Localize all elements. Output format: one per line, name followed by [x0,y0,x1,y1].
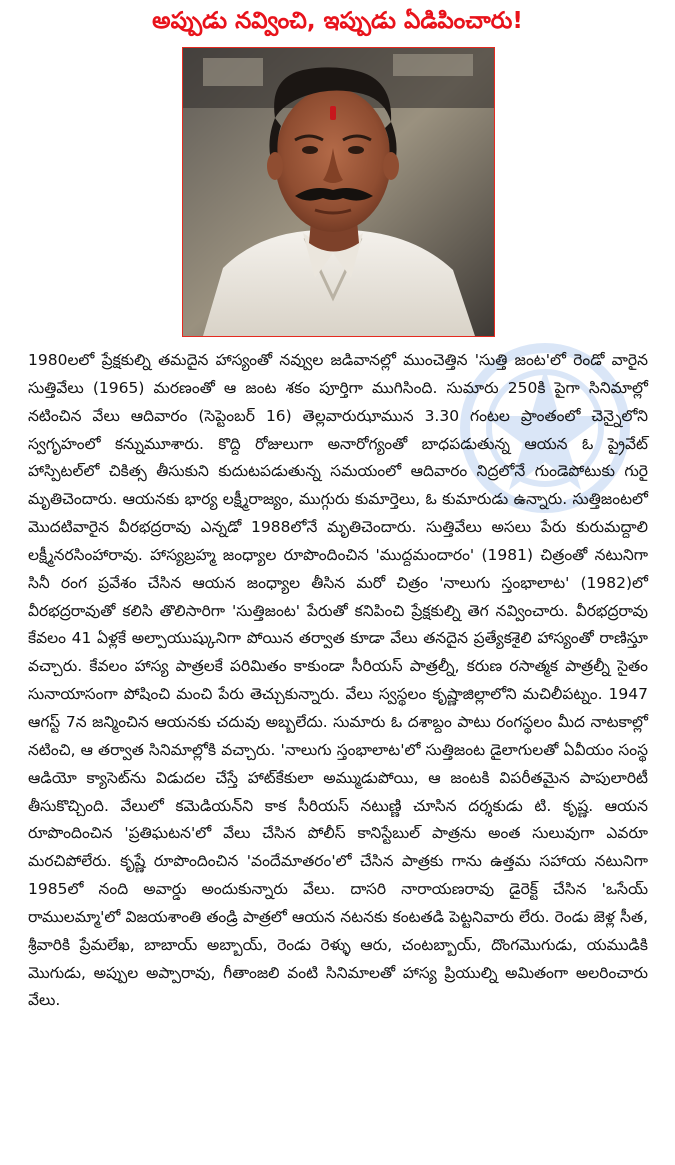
portrait-photo [182,47,495,337]
headline: అప్పుడు నవ్వించి, ఇప్పుడు ఏడిపించారు! [152,8,523,34]
article-body: 1980లలో ప్రేక్షకుల్ని తమదైన హాస్యంతో నవ్వుల జడివానల్లో ముంచెత్తిన 'సుత్తి జంట'లో రెండో వారైన సుత్తివేలు (1965) మరణంతో ఆ జంట శకం పూర్తిగా ముగిసింది. సుమారు 250కి పైగా సినిమాల్లో నటించిన వేలు ఆదివారం (సెప్టెంబర్ 16) తెల్లవారుఝామున 3.30 గంటల ప్రాంతంలో చెన్నైలోని స్వగృహంలో కన్నుమూశారు. కొద్ది రోజులుగా అనారోగ్యంతో బాధపడుతున్న ఆయన ఓ ప్రైవేట్ హాస్పిటల్‌లో చికిత్స తీసుకుని కుదుటపడుతున్న సమయంలో ఆదివారం నిద్రలోనే గుండెపోటుకు గురై మృతిచెందారు. ఆయనకు భార్య లక్ష్మీరాజ్యం, ముగ్గురు కుమార్తెలు, ఓ కుమారుడు ఉన్నారు. సుత్తిజంటలో మొదటివారైన వీరభద్రరావు ఎన్నడో 1988లోనే మృతిచెందారు. సుత్తివేలు అసలు పేరు కురుమద్దాలి లక్ష్మీనరసింహారావు. హాస్యబ్రహ్మ జంధ్యాల రూపొందించిన 'ముద్దమందారం' (1981) చిత్రంతో నటునిగా సినీ రంగ ప్రవేశం చేసిన ఆయన జంధ్యాల తీసిన మరో చిత్రం 'నాలుగు స్తంభాలాట' (1982)లో వీరభద్రరావుతో కలిసి తొలిసారిగా 'సుత్తిజంట' పేరుతో కనిపించి ప్రేక్షకుల్ని తెగ నవ్వించారు. వీరభద్రరావు కేవలం 41 ఏళ్లకే అల్పాయుష్కునిగా పోయిన తర్వాత కూడా వేలు తనదైన ప్రత్యేకశైలి హాస్యంతో రాణిస్తూ వచ్చారు. కేవలం హాస్య పాత్రలకే పరిమితం కాకుండా సీరియస్ పాత్రల్నీ, కరుణ రసాత్మక పాత్రల్నీ సైతం సునాయాసంగా పోషించి మంచి పేరు తెచ్చుకున్నారు. వేలు స్వస్థలం కృష్ణాజిల్లాలోని మచిలీపట్నం. 1947 ఆగస్ట్ 7న జన్మించిన ఆయనకు చదువు అబ్బలేదు. సుమారు ఓ దశాబ్దం పాటు రంగస్థలం మీద నాటకాల్లో నటించి, ఆ తర్వాత సినిమాల్లోకి వచ్చారు. 'నాలుగు స్తంభాలాట'లో సుత్తిజంట డైలాగులతో ఏవీయం సంస్థ ఆడియో క్యాసెట్‌ను విడుదల చేస్తే హాట్‌కేకులా అమ్ముడుపోయి, ఆ జంటకి విపరీతమైన పాపులారిటీ తీసుకొచ్చింది. వేలులో కమెడియన్‌ని కాక సీరియస్ నటుణ్ణి చూసిన దర్శకుడు టి. కృష్ణ. ఆయన రూపొందించిన 'ప్రతిఘటన'లో వేలు చేసిన పోలీస్ కానిస్టేబుల్ పాత్రను అంత సులువుగా ఎవరూ మరచిపోలేరు. కృష్ణే రూపొందించిన 'వందేమాతరం'లో చేసిన పాత్రకు గాను ఉత్తమ సహాయ నటునిగా 1985లో నంది అవార్డు అందుకున్నారు వేలు. దాసరి నారాయణరావు డైరెక్ట్ చేసిన 'ఒసేయ్ రాములమ్మా'లో విజయశాంతి తండ్రి పాత్రలో ఆయన నటనకు కంటతడి పెట్టనివారు లేరు. రెండు జెళ్ల సీత, శ్రీవారికి ప్రేమలేఖ, బాబాయ్ అబ్బాయ్, రెండు రెళ్ళు ఆరు, చంటబ్బాయ్, దొంగమొగుడు, యముడికి మొగుడు, అప్పుల అప్పారావు, గీతాంజలి వంటి సినిమాలతో హాస్య ప్రియుల్ని అమితంగా అలరించారు వేలు. [28,351,648,1010]
portrait-illustration [183,48,494,336]
